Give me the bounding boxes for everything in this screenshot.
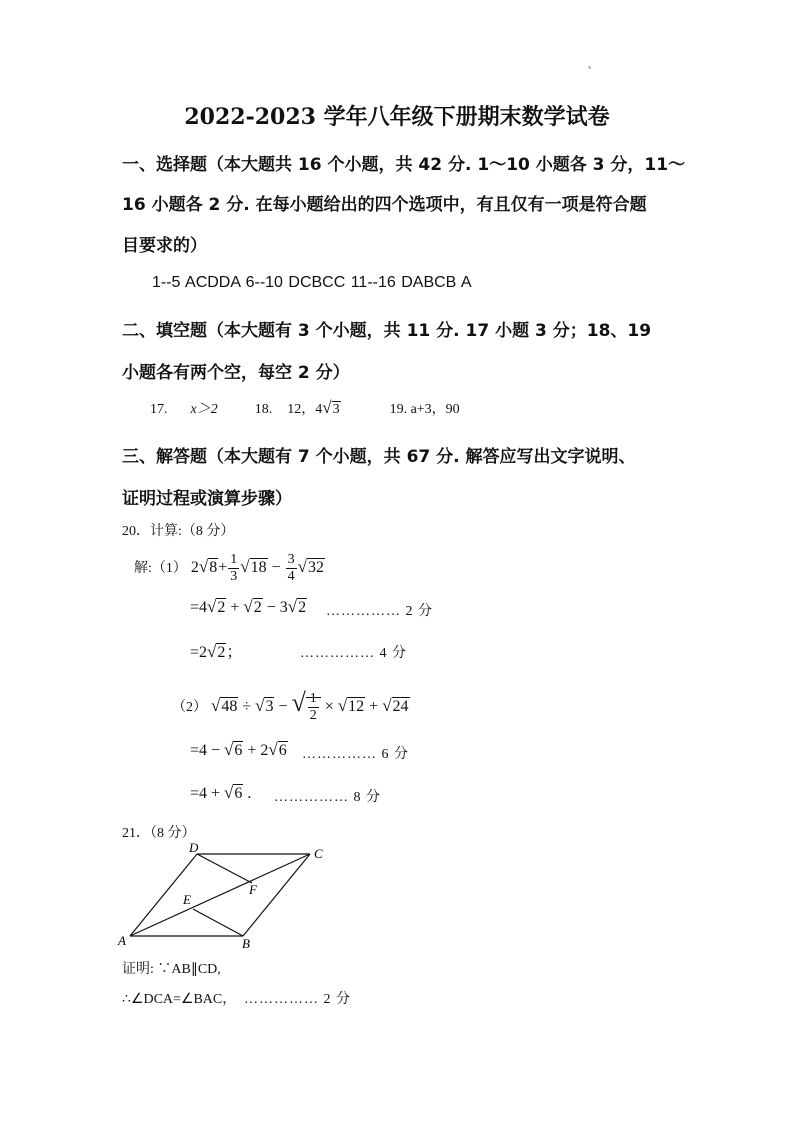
q21-proof-text1: 证明: ∵AB∥CD, (122, 962, 221, 977)
q21-header: 21．（8 分） (122, 826, 196, 841)
section3-line2: 证明过程或演算步骤） (122, 489, 292, 509)
q20-score-6: …………… 6 分 (302, 747, 409, 762)
q20-solution-label: 解:（1） (134, 561, 187, 577)
q17-answer: x＞2 (190, 402, 218, 417)
label-c: C (314, 846, 323, 861)
segment-be (193, 909, 243, 936)
label-f: F (249, 882, 257, 897)
q18-number: 18. (254, 402, 273, 417)
q20-step1: =4√2 + √2 − 3√2 (190, 597, 307, 616)
q20-step4: =4 + √6 . (190, 783, 252, 802)
section2-line1: 二、填空题（本大题有 3 个小题，共 11 分. 17 小题 3 分；18、19 (122, 321, 652, 341)
section2-line2: 小题各有两个空，每空 2 分） (122, 363, 350, 383)
q20-step2: =2√2； (190, 642, 243, 661)
page-title: 2022-2023 学年八年级下册期末数学试卷 (184, 104, 610, 130)
corner-mark (588, 66, 591, 69)
label-b: B (242, 936, 250, 951)
section1-line3: 目要求的） (122, 236, 207, 256)
q21-proof-text2: ∴∠DCA=∠BAC， (122, 992, 237, 1007)
q20-header: 20．计算:（8 分） (122, 524, 235, 539)
q21-proof-line1 (122, 958, 221, 978)
fill-answers: 17. x＞2 18. 12，4√3 19. a+3，90 (150, 398, 460, 417)
segment-df (197, 854, 252, 883)
q21-score-2: …………… 2 分 (244, 992, 351, 1007)
label-a: A (118, 933, 126, 948)
choice-answers: 1--5 ACDDA 6--10 DCBCC 11--16 DABCB A (152, 274, 472, 291)
q20-part2-expression: （2） √48 ÷ √3 − √ $\frac{1}{2}$ × √12 + √24 (172, 688, 409, 723)
q19-answer: 19. a+3，90 (389, 402, 460, 417)
q18-answer: 12，4 (287, 402, 323, 417)
q20-part1-expression: 解:（1） 2√8+ $\frac{1}{3}$ √18 − $\frac{3}{4}$ √32 (134, 552, 324, 584)
q20-part2-label: （2） (172, 700, 207, 715)
section3-line1: 三、解答题（本大题有 7 个小题，共 67 分. 解答应写出文字说明、 (122, 447, 636, 467)
q17-number: 17. (150, 402, 168, 417)
q20-score-8: …………… 8 分 (274, 790, 381, 805)
section1-line1: 一、选择题（本大题共 16 个小题，共 42 分. 1～10 小题各 3 分，11～ (122, 155, 686, 175)
label-e: E (183, 892, 191, 907)
label-d: D (189, 840, 199, 855)
q21-proof-line2 (122, 988, 236, 1008)
q20-step3: =4 − √6 + 2√6 (190, 740, 287, 759)
q20-score-2: …………… 2 分 (326, 604, 433, 619)
q20-score-4: …………… 4 分 (300, 646, 407, 661)
q18-radicand: 3 (332, 402, 340, 417)
section1-line2: 16 小题各 2 分. 在每小题给出的四个选项中，有且仅有一项是符合题 (122, 195, 647, 215)
parallelogram-figure (115, 840, 345, 955)
